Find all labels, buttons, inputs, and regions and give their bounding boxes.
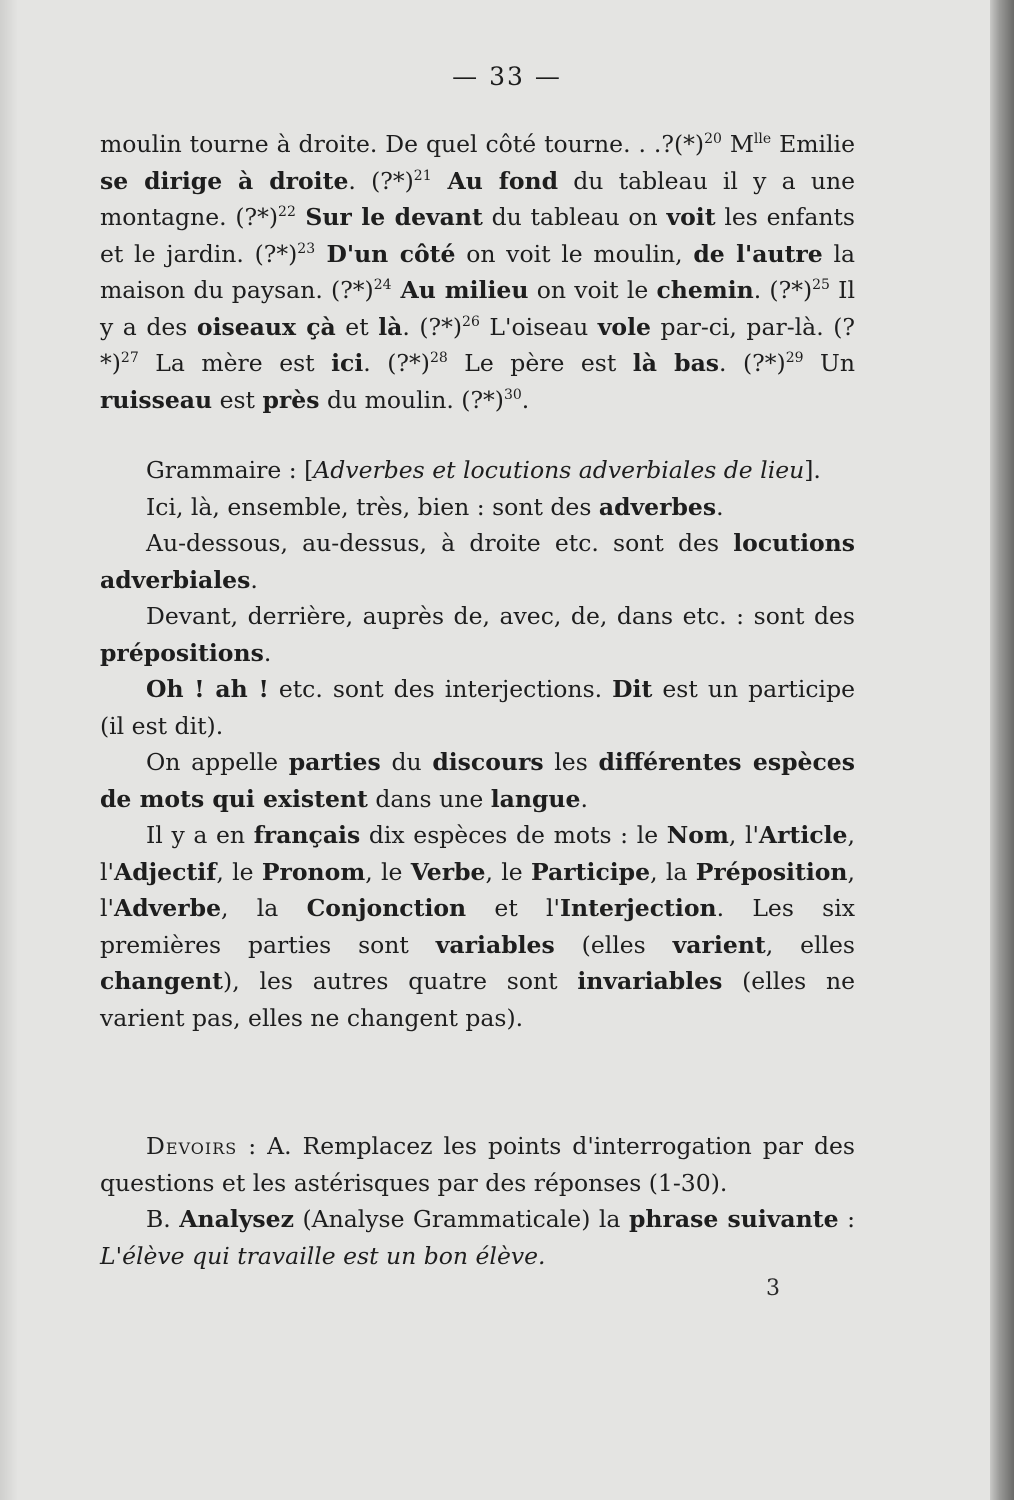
exercise-paragraph: moulin tourne à droite. De quel côté tourne. . $.?(*)^{20}$ $M^{lle}$ Emilie se dirige à droite. (?*)$^{21}$ Au fond du tableau il y a une montagne. (?*)$^{22}$ Sur le devant du tableau on voit les enfants et le jardin. (?*)$^{23}$ D'un côté on voit le moulin, de l'autre la maison du paysan. (?*)$^{24}$ Au milieu on voit le chemin. (?*)$^{25}$ Il y a des oiseaux çà et là. (?*)$^{26}$ L'oiseau vole par-ci, par-là. (?*)$^{27}$ La mère est ici. (?*)$^{28}$ Le père est là bas. (?*)$^{29}$ Un ruisseau est près du moulin. (?*)$^{30}$. (100, 130, 855, 414)
homework-b: B. Analysez (Analyse Grammaticale) la phrase suivante : L'élève qui travaille est un bon élève. (100, 1205, 855, 1270)
ten-species-paragraph: Il y a en français dix espèces de mots : le Nom, l'Article, l'Adjectif, le Pronom, le Verbe, le Participe, la Préposition, l'Adverbe, la Conjonction et l'Interjection. Les six premières parties sont variables (elles varient, elles changent), les autres quatre sont invariables (elles ne varient pas, elles ne changent pas). (100, 821, 855, 1032)
page-right-edge (990, 0, 1014, 1500)
page-left-shadow (0, 0, 18, 1500)
parts-of-speech-paragraph: On appelle parties du discours les différentes espèces de mots qui existent dans une langue. (100, 748, 855, 813)
signature-mark: 3 (766, 1276, 780, 1301)
grammar-heading: Grammaire : [Adverbes et locutions adverbiales de lieu]. (146, 456, 821, 484)
prepositions-paragraph: Devant, derrière, auprès de, avec, de, dans etc. : sont des prépositions. (100, 602, 855, 667)
locutions-paragraph: Au-dessous, au-dessus, à droite etc. sont des locutions adverbiales. (100, 529, 855, 594)
page-number: — 33 — (452, 62, 562, 91)
homework-section (100, 1128, 855, 1274)
grammar-section (100, 452, 855, 1036)
adverbs-paragraph: Ici, là, ensemble, très, bien : sont des adverbes. (146, 492, 724, 521)
interjections-paragraph: Oh ! ah ! etc. sont des interjections. Dit est un participe (il est dit). (100, 675, 856, 740)
homework-a: Devoirs : A. Remplacez les points d'interrogation par des questions et les astérisques par des réponses (1-30). (100, 1132, 855, 1197)
